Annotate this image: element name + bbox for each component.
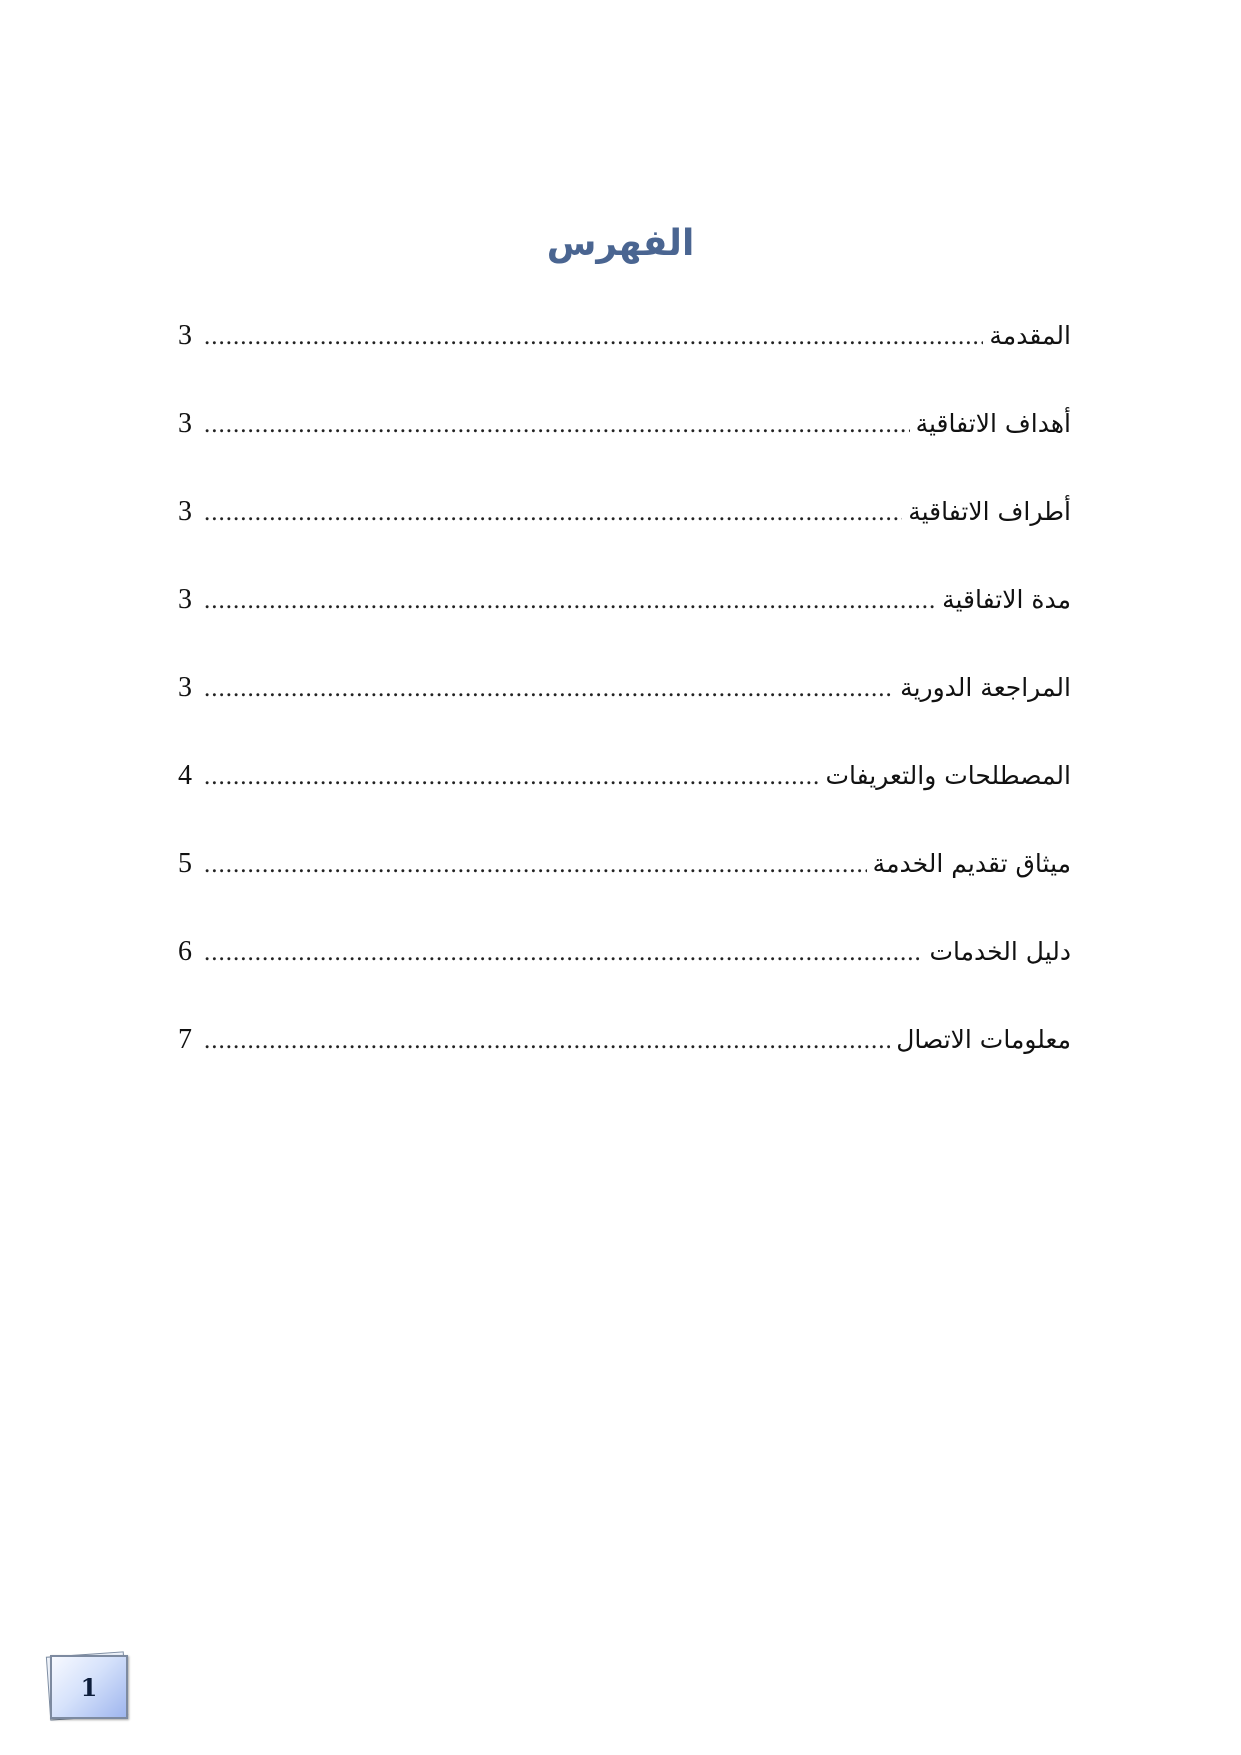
toc-entry-agreement-parties[interactable] <box>178 496 1071 584</box>
toc-entry-label: مدة الاتفاقية <box>942 585 1071 614</box>
toc-entry-label: أطراف الاتفاقية <box>908 497 1071 526</box>
toc-entry-services-guide[interactable] <box>178 936 1071 1024</box>
toc-entry-periodic-review[interactable] <box>178 672 1071 760</box>
toc-entry-introduction[interactable] <box>178 320 1071 408</box>
toc-dot-leader <box>204 851 867 879</box>
toc-entry-page: 3 <box>178 408 192 439</box>
toc-entry-page: 4 <box>178 760 192 791</box>
toc-dot-leader <box>204 763 819 791</box>
toc-dot-leader <box>204 411 910 439</box>
toc-dot-leader <box>204 939 923 967</box>
toc-entry-label: المراجعة الدورية <box>900 673 1071 702</box>
toc-entry-label: معلومات الاتصال <box>896 1025 1071 1054</box>
toc-entry-page: 6 <box>178 936 192 967</box>
toc-entry-terms-definitions[interactable] <box>178 760 1071 848</box>
toc-entry-label: المقدمة <box>989 321 1071 350</box>
toc-entry-page: 3 <box>178 672 192 703</box>
toc-list <box>178 320 1071 1112</box>
toc-dot-leader <box>204 675 894 703</box>
toc-entry-service-charter[interactable] <box>178 848 1071 936</box>
toc-entry-label: المصطلحات والتعريفات <box>825 761 1071 790</box>
toc-entry-page: 7 <box>178 1024 192 1055</box>
toc-entry-label: أهداف الاتفاقية <box>915 409 1071 438</box>
toc-entry-page: 3 <box>178 320 192 351</box>
toc-entry-page: 5 <box>178 848 192 879</box>
toc-entry-label: ميثاق تقديم الخدمة <box>872 849 1071 878</box>
toc-entry-page: 3 <box>178 584 192 615</box>
toc-dot-leader <box>204 323 983 351</box>
toc-dot-leader <box>204 499 902 527</box>
toc-title: الفهرس <box>546 223 695 264</box>
page-number: 1 <box>50 1655 128 1719</box>
toc-entry-agreement-duration[interactable] <box>178 584 1071 672</box>
toc-entry-contact-info[interactable] <box>178 1024 1071 1112</box>
page-number-badge <box>46 1652 130 1720</box>
toc-entry-agreement-goals[interactable] <box>178 408 1071 496</box>
toc-entry-page: 3 <box>178 496 192 527</box>
toc-dot-leader <box>204 1027 890 1055</box>
toc-entry-label: دليل الخدمات <box>929 937 1071 966</box>
toc-dot-leader <box>204 587 936 615</box>
